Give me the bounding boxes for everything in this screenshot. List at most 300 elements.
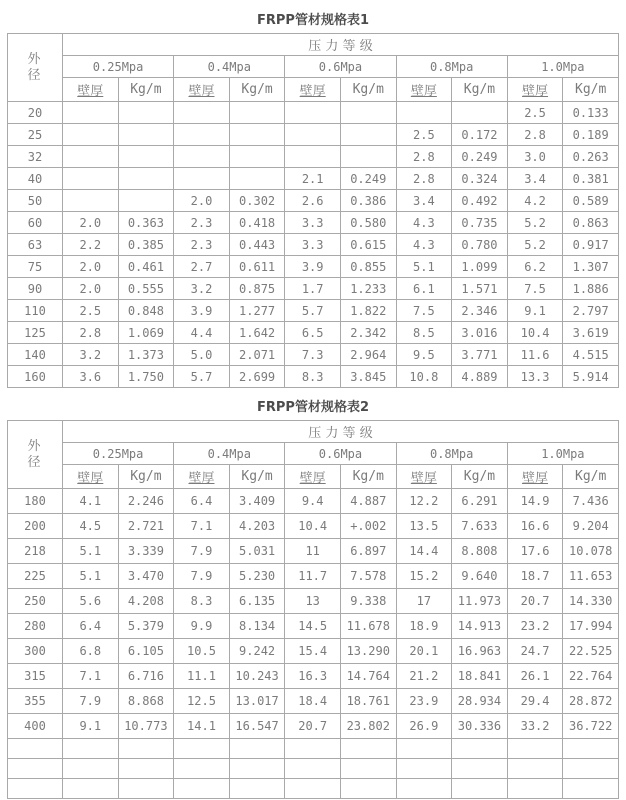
value-cell: 2.2 (63, 234, 119, 256)
value-cell: 1.233 (340, 278, 396, 300)
empty-cell (118, 759, 174, 779)
empty-cell (340, 739, 396, 759)
empty-cell (340, 779, 396, 799)
value-cell: 2.699 (229, 366, 285, 388)
pressure-grade-header: 压 力 等 级 (63, 34, 619, 56)
diameter-cell: 315 (8, 664, 63, 689)
value-cell: 1.099 (452, 256, 508, 278)
value-cell: 23.9 (396, 689, 452, 714)
value-cell: 11.653 (563, 564, 619, 589)
value-cell: 8.868 (118, 689, 174, 714)
spec-table-1-section (0, 9, 626, 388)
empty-cell (229, 739, 285, 759)
pressure-grade-header: 压 力 等 级 (63, 421, 619, 443)
empty-cell (452, 739, 508, 759)
empty-cell (396, 779, 452, 799)
value-cell: 5.2 (507, 212, 563, 234)
empty-cell (8, 739, 63, 759)
table-row (8, 514, 619, 539)
value-cell: 7.9 (174, 564, 230, 589)
table-row (8, 489, 619, 514)
value-cell: 6.5 (285, 322, 341, 344)
pressure-group-header: 0.6Mpa (285, 443, 396, 465)
value-cell: 7.5 (507, 278, 563, 300)
value-cell (229, 146, 285, 168)
value-cell (340, 102, 396, 124)
weight-header: Kg/m (118, 465, 174, 489)
value-cell: 8.5 (396, 322, 452, 344)
value-cell: 18.4 (285, 689, 341, 714)
value-cell (63, 168, 119, 190)
value-cell: 0.875 (229, 278, 285, 300)
value-cell: 3.470 (118, 564, 174, 589)
value-cell: 15.4 (285, 639, 341, 664)
thickness-header: 壁厚 (174, 465, 230, 489)
value-cell: 6.1 (396, 278, 452, 300)
value-cell: 3.4 (396, 190, 452, 212)
value-cell: 4.889 (452, 366, 508, 388)
value-cell: 11.678 (340, 614, 396, 639)
table-row (8, 689, 619, 714)
empty-cell (285, 779, 341, 799)
value-cell: 8.134 (229, 614, 285, 639)
value-cell: 2.7 (174, 256, 230, 278)
value-cell: 36.722 (563, 714, 619, 739)
value-cell: 4.208 (118, 589, 174, 614)
diameter-cell: 200 (8, 514, 63, 539)
empty-cell (229, 759, 285, 779)
diameter-cell: 160 (8, 366, 63, 388)
weight-header: Kg/m (452, 465, 508, 489)
value-cell: 29.4 (507, 689, 563, 714)
empty-cell (452, 759, 508, 779)
value-cell: 0.555 (118, 278, 174, 300)
value-cell: 0.611 (229, 256, 285, 278)
empty-cell (285, 739, 341, 759)
value-cell: 14.1 (174, 714, 230, 739)
value-cell: 11.973 (452, 589, 508, 614)
thickness-header: 壁厚 (507, 78, 563, 102)
empty-cell (563, 759, 619, 779)
weight-header: Kg/m (340, 465, 396, 489)
value-cell: 14.9 (507, 489, 563, 514)
value-cell (340, 124, 396, 146)
table-row (8, 146, 619, 168)
value-cell: 6.716 (118, 664, 174, 689)
value-cell: 6.897 (340, 539, 396, 564)
value-cell: 9.1 (507, 300, 563, 322)
value-cell: 0.189 (563, 124, 619, 146)
value-cell: 9.242 (229, 639, 285, 664)
value-cell: 3.619 (563, 322, 619, 344)
value-cell: 1.642 (229, 322, 285, 344)
value-cell: 0.863 (563, 212, 619, 234)
value-cell: 2.5 (507, 102, 563, 124)
value-cell: 9.204 (563, 514, 619, 539)
weight-header: Kg/m (229, 78, 285, 102)
value-cell: 7.1 (174, 514, 230, 539)
value-cell: 13 (285, 589, 341, 614)
value-cell: 3.016 (452, 322, 508, 344)
value-cell (229, 124, 285, 146)
value-cell: 18.7 (507, 564, 563, 589)
value-cell: 6.135 (229, 589, 285, 614)
diameter-column-header-label: 外径 (27, 51, 41, 83)
value-cell (63, 146, 119, 168)
diameter-cell: 50 (8, 190, 63, 212)
value-cell: 2.8 (507, 124, 563, 146)
value-cell: 9.338 (340, 589, 396, 614)
diameter-column-header (8, 34, 63, 102)
value-cell: 20.7 (507, 589, 563, 614)
empty-cell (507, 779, 563, 799)
value-cell: 6.8 (63, 639, 119, 664)
value-cell: 13.5 (396, 514, 452, 539)
value-cell: 5.2 (507, 234, 563, 256)
value-cell: 20.7 (285, 714, 341, 739)
table-row (8, 256, 619, 278)
value-cell (452, 102, 508, 124)
value-cell: 2.5 (396, 124, 452, 146)
value-cell: 2.3 (174, 234, 230, 256)
value-cell: 2.0 (174, 190, 230, 212)
value-cell: 2.342 (340, 322, 396, 344)
value-cell: 11.6 (507, 344, 563, 366)
thickness-header: 壁厚 (285, 78, 341, 102)
value-cell: 16.547 (229, 714, 285, 739)
value-cell (118, 190, 174, 212)
diameter-cell: 400 (8, 714, 63, 739)
diameter-cell: 20 (8, 102, 63, 124)
value-cell: 3.339 (118, 539, 174, 564)
table-row (8, 212, 619, 234)
value-cell: 1.307 (563, 256, 619, 278)
table-row (8, 344, 619, 366)
value-cell: 4.3 (396, 212, 452, 234)
pressure-group-header: 0.8Mpa (396, 56, 507, 78)
value-cell: 3.2 (63, 344, 119, 366)
value-cell: 12.2 (396, 489, 452, 514)
value-cell: 5.0 (174, 344, 230, 366)
value-cell (63, 190, 119, 212)
diameter-cell: 60 (8, 212, 63, 234)
empty-cell (507, 759, 563, 779)
diameter-cell: 250 (8, 589, 63, 614)
value-cell: 24.7 (507, 639, 563, 664)
table-row (8, 102, 619, 124)
empty-row (8, 739, 619, 759)
weight-header: Kg/m (118, 78, 174, 102)
value-cell: 9.640 (452, 564, 508, 589)
table-row (8, 234, 619, 256)
value-cell: 7.3 (285, 344, 341, 366)
value-cell: 0.917 (563, 234, 619, 256)
value-cell: 5.1 (63, 539, 119, 564)
diameter-cell: 140 (8, 344, 63, 366)
value-cell (118, 102, 174, 124)
value-cell: 7.5 (396, 300, 452, 322)
value-cell: 14.5 (285, 614, 341, 639)
value-cell: 13.290 (340, 639, 396, 664)
diameter-cell: 90 (8, 278, 63, 300)
value-cell: 5.1 (63, 564, 119, 589)
weight-header: Kg/m (229, 465, 285, 489)
value-cell (118, 124, 174, 146)
value-cell: 9.9 (174, 614, 230, 639)
table-row (8, 322, 619, 344)
value-cell: 10.078 (563, 539, 619, 564)
table-row (8, 190, 619, 212)
value-cell: 5.1 (396, 256, 452, 278)
weight-header: Kg/m (452, 78, 508, 102)
value-cell: 4.4 (174, 322, 230, 344)
value-cell: 2.721 (118, 514, 174, 539)
value-cell: 2.0 (63, 278, 119, 300)
value-cell: 0.855 (340, 256, 396, 278)
value-cell (63, 124, 119, 146)
value-cell (229, 102, 285, 124)
value-cell: 0.386 (340, 190, 396, 212)
value-cell: 5.914 (563, 366, 619, 388)
value-cell: 10.8 (396, 366, 452, 388)
thickness-header: 壁厚 (396, 78, 452, 102)
value-cell: 1.277 (229, 300, 285, 322)
value-cell (285, 124, 341, 146)
value-cell: 7.9 (63, 689, 119, 714)
value-cell: 0.385 (118, 234, 174, 256)
value-cell: 14.330 (563, 589, 619, 614)
value-cell: 2.3 (174, 212, 230, 234)
value-cell: 10.4 (507, 322, 563, 344)
value-cell: 8.3 (285, 366, 341, 388)
empty-cell (118, 739, 174, 759)
table-row (8, 564, 619, 589)
spec-table-1-title: FRPP管材规格表1 (257, 13, 369, 28)
value-cell: 4.3 (396, 234, 452, 256)
spec-table-2 (7, 420, 619, 799)
value-cell: 5.230 (229, 564, 285, 589)
value-cell: 10.243 (229, 664, 285, 689)
empty-cell (174, 739, 230, 759)
empty-cell (63, 779, 119, 799)
value-cell: 0.780 (452, 234, 508, 256)
value-cell: 15.2 (396, 564, 452, 589)
value-cell: 22.764 (563, 664, 619, 689)
value-cell: 0.249 (340, 168, 396, 190)
value-cell: 8.808 (452, 539, 508, 564)
pressure-group-header: 1.0Mpa (507, 56, 618, 78)
empty-row (8, 759, 619, 779)
empty-cell (63, 759, 119, 779)
value-cell: 7.9 (174, 539, 230, 564)
diameter-cell: 180 (8, 489, 63, 514)
value-cell: 17 (396, 589, 452, 614)
pressure-group-header: 0.25Mpa (63, 56, 174, 78)
value-cell (229, 168, 285, 190)
value-cell: 16.963 (452, 639, 508, 664)
value-cell (174, 146, 230, 168)
pressure-group-header: 1.0Mpa (507, 443, 618, 465)
thickness-header: 壁厚 (396, 465, 452, 489)
value-cell: 5.7 (285, 300, 341, 322)
empty-cell (507, 739, 563, 759)
thickness-header: 壁厚 (174, 78, 230, 102)
empty-cell (174, 759, 230, 779)
value-cell: 2.0 (63, 212, 119, 234)
value-cell (174, 124, 230, 146)
diameter-column-header-label: 外径 (27, 438, 41, 470)
value-cell: 3.9 (174, 300, 230, 322)
value-cell: 11 (285, 539, 341, 564)
value-cell: 8.3 (174, 589, 230, 614)
value-cell: 9.4 (285, 489, 341, 514)
value-cell: 6.4 (63, 614, 119, 639)
empty-cell (8, 779, 63, 799)
value-cell: 6.2 (507, 256, 563, 278)
value-cell: 2.246 (118, 489, 174, 514)
value-cell: 1.886 (563, 278, 619, 300)
value-cell: 18.761 (340, 689, 396, 714)
value-cell: 16.3 (285, 664, 341, 689)
pressure-group-header: 0.8Mpa (396, 443, 507, 465)
value-cell: 1.069 (118, 322, 174, 344)
diameter-cell: 110 (8, 300, 63, 322)
value-cell (174, 102, 230, 124)
diameter-cell: 218 (8, 539, 63, 564)
value-cell: 3.771 (452, 344, 508, 366)
value-cell: 12.5 (174, 689, 230, 714)
value-cell: 4.2 (507, 190, 563, 212)
empty-cell (396, 739, 452, 759)
value-cell: 2.5 (63, 300, 119, 322)
value-cell: 1.822 (340, 300, 396, 322)
value-cell: 17.6 (507, 539, 563, 564)
table-row (8, 714, 619, 739)
diameter-cell: 75 (8, 256, 63, 278)
value-cell: 0.461 (118, 256, 174, 278)
value-cell: 0.249 (452, 146, 508, 168)
value-cell: 0.580 (340, 212, 396, 234)
spec-table-1 (7, 33, 619, 388)
value-cell: 2.8 (396, 146, 452, 168)
value-cell: 14.913 (452, 614, 508, 639)
diameter-cell: 225 (8, 564, 63, 589)
value-cell: 16.6 (507, 514, 563, 539)
diameter-cell: 63 (8, 234, 63, 256)
spec-table-2-section (0, 396, 626, 799)
diameter-cell: 25 (8, 124, 63, 146)
value-cell: 7.578 (340, 564, 396, 589)
empty-cell (563, 779, 619, 799)
diameter-cell: 32 (8, 146, 63, 168)
thickness-header: 壁厚 (285, 465, 341, 489)
empty-cell (452, 779, 508, 799)
table-row (8, 300, 619, 322)
value-cell: 18.841 (452, 664, 508, 689)
empty-row (8, 779, 619, 799)
value-cell: 20.1 (396, 639, 452, 664)
value-cell: 0.589 (563, 190, 619, 212)
spec-table-2-title: FRPP管材规格表2 (257, 400, 369, 415)
empty-cell (563, 739, 619, 759)
table-row (8, 539, 619, 564)
value-cell: 3.845 (340, 366, 396, 388)
value-cell: 3.6 (63, 366, 119, 388)
value-cell: 2.6 (285, 190, 341, 212)
value-cell: 4.515 (563, 344, 619, 366)
value-cell: 0.302 (229, 190, 285, 212)
value-cell: 1.7 (285, 278, 341, 300)
diameter-cell: 40 (8, 168, 63, 190)
value-cell (340, 146, 396, 168)
value-cell: 0.381 (563, 168, 619, 190)
value-cell: 5.6 (63, 589, 119, 614)
empty-cell (118, 779, 174, 799)
value-cell: 3.409 (229, 489, 285, 514)
diameter-cell: 125 (8, 322, 63, 344)
value-cell: 3.3 (285, 212, 341, 234)
pressure-group-header: 0.4Mpa (174, 56, 285, 78)
value-cell: 2.964 (340, 344, 396, 366)
value-cell (174, 168, 230, 190)
value-cell: 5.031 (229, 539, 285, 564)
diameter-cell: 355 (8, 689, 63, 714)
value-cell: 2.8 (63, 322, 119, 344)
value-cell: 4.1 (63, 489, 119, 514)
value-cell: 0.363 (118, 212, 174, 234)
value-cell: 2.8 (396, 168, 452, 190)
value-cell: 2.797 (563, 300, 619, 322)
value-cell: 2.1 (285, 168, 341, 190)
diameter-cell: 300 (8, 639, 63, 664)
empty-cell (285, 759, 341, 779)
value-cell: 9.5 (396, 344, 452, 366)
value-cell: 13.3 (507, 366, 563, 388)
value-cell: 22.525 (563, 639, 619, 664)
pressure-group-header: 0.25Mpa (63, 443, 174, 465)
table-row (8, 614, 619, 639)
weight-header: Kg/m (563, 78, 619, 102)
value-cell: 0.615 (340, 234, 396, 256)
value-cell: 0.735 (452, 212, 508, 234)
value-cell: 30.336 (452, 714, 508, 739)
value-cell: 11.1 (174, 664, 230, 689)
empty-cell (229, 779, 285, 799)
value-cell: 10.773 (118, 714, 174, 739)
value-cell: 21.2 (396, 664, 452, 689)
value-cell: 3.4 (507, 168, 563, 190)
value-cell (63, 102, 119, 124)
value-cell: 7.633 (452, 514, 508, 539)
value-cell: 0.172 (452, 124, 508, 146)
value-cell: 4.887 (340, 489, 396, 514)
value-cell: 0.848 (118, 300, 174, 322)
table-row (8, 664, 619, 689)
value-cell: 0.443 (229, 234, 285, 256)
table-row (8, 589, 619, 614)
thickness-header: 壁厚 (63, 465, 119, 489)
value-cell: 3.3 (285, 234, 341, 256)
value-cell: 0.133 (563, 102, 619, 124)
value-cell (396, 102, 452, 124)
weight-header: Kg/m (563, 465, 619, 489)
value-cell: 23.2 (507, 614, 563, 639)
value-cell: 5.379 (118, 614, 174, 639)
value-cell: 17.994 (563, 614, 619, 639)
value-cell: 3.9 (285, 256, 341, 278)
value-cell: 26.1 (507, 664, 563, 689)
value-cell: 3.0 (507, 146, 563, 168)
